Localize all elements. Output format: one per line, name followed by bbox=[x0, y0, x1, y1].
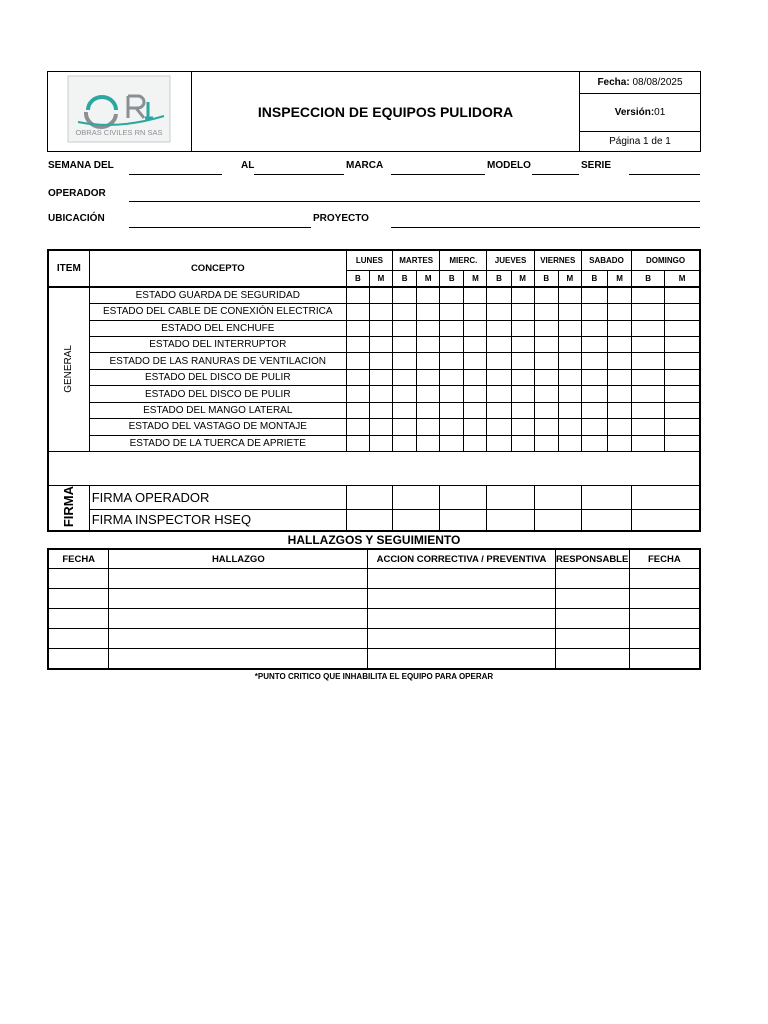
bm-header-jueves-m: M bbox=[511, 270, 534, 287]
check-cell-viernes-b[interactable] bbox=[534, 369, 558, 385]
check-cell-domingo-b[interactable] bbox=[632, 435, 665, 451]
bm-header-viernes-b: B bbox=[534, 270, 558, 287]
hallazgos-row bbox=[48, 569, 700, 589]
check-cell-jueves-b[interactable] bbox=[487, 320, 511, 336]
check-cell-martes-b[interactable] bbox=[393, 353, 417, 369]
firma-inspector-martes[interactable] bbox=[393, 509, 440, 531]
fecha-value: 08/08/2025 bbox=[632, 77, 683, 89]
check-cell-domingo-m[interactable] bbox=[665, 337, 700, 353]
check-cell-martes-b[interactable] bbox=[393, 419, 417, 435]
check-cell-jueves-b[interactable] bbox=[487, 353, 511, 369]
check-cell-lunes-m[interactable] bbox=[369, 304, 392, 320]
check-cell-martes-b[interactable] bbox=[393, 402, 417, 418]
check-cell-miercoles-m[interactable] bbox=[464, 402, 487, 418]
hallazgos-cell-fecha[interactable] bbox=[48, 609, 109, 629]
hallazgos-cell-responsable[interactable] bbox=[555, 569, 629, 589]
check-cell-sabado-m[interactable] bbox=[607, 402, 631, 418]
al-field[interactable] bbox=[254, 174, 344, 175]
check-cell-domingo-b[interactable] bbox=[632, 353, 665, 369]
hallazgos-cell-fecha-2[interactable] bbox=[629, 569, 700, 589]
check-cell-lunes-b[interactable] bbox=[346, 304, 369, 320]
check-cell-lunes-m[interactable] bbox=[369, 402, 392, 418]
check-cell-jueves-b[interactable] bbox=[487, 287, 511, 303]
day-header-domingo: DOMINGO bbox=[632, 250, 700, 270]
table-row bbox=[48, 419, 700, 435]
check-cell-viernes-b[interactable] bbox=[534, 402, 558, 418]
hallazgos-header-fecha-2: FECHA bbox=[629, 549, 700, 569]
check-cell-sabado-m[interactable] bbox=[607, 287, 631, 303]
concept-cell: ESTADO DEL CABLE DE CONEXIÓN ELECTRICA bbox=[89, 304, 346, 320]
pagina-cell: Página 1 de 1 bbox=[580, 131, 701, 151]
check-cell-jueves-m[interactable] bbox=[511, 386, 534, 402]
table-row bbox=[48, 304, 700, 320]
firma-operador-domingo[interactable] bbox=[632, 486, 700, 509]
group-label-cell bbox=[48, 287, 89, 452]
check-cell-lunes-b[interactable] bbox=[346, 419, 369, 435]
check-cell-martes-m[interactable] bbox=[417, 386, 440, 402]
check-cell-martes-m[interactable] bbox=[417, 402, 440, 418]
check-cell-martes-b[interactable] bbox=[393, 320, 417, 336]
firma-inspector-miercoles[interactable] bbox=[440, 509, 487, 531]
hallazgos-table bbox=[47, 548, 701, 670]
inspection-grid bbox=[47, 249, 701, 532]
check-cell-martes-m[interactable] bbox=[417, 320, 440, 336]
check-cell-sabado-b[interactable] bbox=[581, 435, 607, 451]
check-cell-domingo-m[interactable] bbox=[665, 320, 700, 336]
hallazgos-cell-fecha[interactable] bbox=[48, 569, 109, 589]
check-cell-miercoles-b[interactable] bbox=[440, 369, 464, 385]
footnote: *PUNTO CRITICO QUE INHABILITA EL EQUIPO PARA OPERAR bbox=[254, 672, 494, 681]
ubicacion-label: UBICACIÓN bbox=[48, 213, 105, 224]
check-cell-viernes-m[interactable] bbox=[558, 353, 581, 369]
check-cell-sabado-b[interactable] bbox=[581, 337, 607, 353]
concept-cell: ESTADO DEL INTERRUPTOR bbox=[89, 337, 346, 353]
table-row bbox=[48, 369, 700, 385]
check-cell-miercoles-b[interactable] bbox=[440, 320, 464, 336]
check-cell-miercoles-b[interactable] bbox=[440, 304, 464, 320]
check-cell-martes-m[interactable] bbox=[417, 304, 440, 320]
hallazgos-cell-hallazgo[interactable] bbox=[109, 589, 368, 609]
check-cell-viernes-m[interactable] bbox=[558, 337, 581, 353]
check-cell-miercoles-b[interactable] bbox=[440, 287, 464, 303]
check-cell-sabado-b[interactable] bbox=[581, 353, 607, 369]
firma-operador-jueves[interactable] bbox=[487, 486, 534, 509]
check-cell-viernes-b[interactable] bbox=[534, 353, 558, 369]
concept-cell: ESTADO DEL DISCO DE PULIR bbox=[89, 386, 346, 402]
check-cell-domingo-b[interactable] bbox=[632, 369, 665, 385]
check-cell-jueves-m[interactable] bbox=[511, 337, 534, 353]
check-cell-lunes-m[interactable] bbox=[369, 353, 392, 369]
modelo-label: MODELO bbox=[487, 160, 531, 171]
check-cell-miercoles-b[interactable] bbox=[440, 337, 464, 353]
firma-operador-label: FIRMA OPERADOR bbox=[89, 486, 346, 509]
firma-inspector-label: FIRMA INSPECTOR HSEQ bbox=[89, 509, 346, 531]
check-cell-viernes-m[interactable] bbox=[558, 369, 581, 385]
check-cell-martes-b[interactable] bbox=[393, 435, 417, 451]
hallazgos-cell-hallazgo[interactable] bbox=[109, 569, 368, 589]
bm-header-martes-m: M bbox=[417, 270, 440, 287]
hallazgos-row bbox=[48, 649, 700, 670]
check-cell-lunes-m[interactable] bbox=[369, 369, 392, 385]
check-cell-lunes-b[interactable] bbox=[346, 353, 369, 369]
day-header-viernes: VIERNES bbox=[534, 250, 581, 270]
hallazgos-cell-fecha-2[interactable] bbox=[629, 629, 700, 649]
check-cell-viernes-m[interactable] bbox=[558, 435, 581, 451]
firma-label-cell bbox=[48, 486, 89, 532]
table-row bbox=[48, 402, 700, 418]
semana-del-field[interactable] bbox=[129, 174, 222, 175]
check-cell-miercoles-b[interactable] bbox=[440, 353, 464, 369]
check-cell-miercoles-m[interactable] bbox=[464, 369, 487, 385]
firma-inspector-lunes[interactable] bbox=[346, 509, 392, 531]
check-cell-miercoles-m[interactable] bbox=[464, 435, 487, 451]
check-cell-domingo-m[interactable] bbox=[665, 353, 700, 369]
check-cell-viernes-b[interactable] bbox=[534, 320, 558, 336]
operador-label: OPERADOR bbox=[48, 188, 106, 199]
firma-inspector-row bbox=[48, 509, 700, 531]
check-cell-martes-b[interactable] bbox=[393, 287, 417, 303]
check-cell-martes-m[interactable] bbox=[417, 353, 440, 369]
check-cell-jueves-b[interactable] bbox=[487, 337, 511, 353]
check-cell-jueves-b[interactable] bbox=[487, 402, 511, 418]
day-header-jueves: JUEVES bbox=[487, 250, 534, 270]
firma-operador-viernes[interactable] bbox=[534, 486, 581, 509]
check-cell-lunes-m[interactable] bbox=[369, 435, 392, 451]
day-header-lunes: LUNES bbox=[346, 250, 392, 270]
check-cell-viernes-m[interactable] bbox=[558, 320, 581, 336]
check-cell-domingo-m[interactable] bbox=[665, 287, 700, 303]
day-header-sabado: SABADO bbox=[581, 250, 631, 270]
firma-operador-martes[interactable] bbox=[393, 486, 440, 509]
hallazgos-cell-fecha[interactable] bbox=[48, 649, 109, 670]
check-cell-jueves-m[interactable] bbox=[511, 435, 534, 451]
check-cell-jueves-m[interactable] bbox=[511, 402, 534, 418]
check-cell-miercoles-b[interactable] bbox=[440, 386, 464, 402]
check-cell-miercoles-b[interactable] bbox=[440, 435, 464, 451]
check-cell-domingo-m[interactable] bbox=[665, 402, 700, 418]
hallazgos-cell-fecha-2[interactable] bbox=[629, 609, 700, 629]
check-cell-jueves-m[interactable] bbox=[511, 287, 534, 303]
firma-inspector-jueves[interactable] bbox=[487, 509, 534, 531]
check-cell-domingo-b[interactable] bbox=[632, 287, 665, 303]
fecha-cell bbox=[580, 72, 701, 94]
check-cell-sabado-b[interactable] bbox=[581, 402, 607, 418]
check-cell-sabado-b[interactable] bbox=[581, 369, 607, 385]
check-cell-domingo-b[interactable] bbox=[632, 337, 665, 353]
concept-cell: ESTADO DE LAS RANURAS DE VENTILACION bbox=[89, 353, 346, 369]
check-cell-sabado-m[interactable] bbox=[607, 369, 631, 385]
check-cell-viernes-b[interactable] bbox=[534, 337, 558, 353]
day-header-martes: MARTES bbox=[393, 250, 440, 270]
check-cell-viernes-m[interactable] bbox=[558, 419, 581, 435]
check-cell-viernes-m[interactable] bbox=[558, 386, 581, 402]
check-cell-lunes-b[interactable] bbox=[346, 402, 369, 418]
check-cell-viernes-b[interactable] bbox=[534, 304, 558, 320]
check-cell-jueves-b[interactable] bbox=[487, 435, 511, 451]
check-cell-jueves-m[interactable] bbox=[511, 369, 534, 385]
check-cell-domingo-m[interactable] bbox=[665, 369, 700, 385]
check-cell-miercoles-b[interactable] bbox=[440, 419, 464, 435]
check-cell-domingo-b[interactable] bbox=[632, 304, 665, 320]
proyecto-field[interactable] bbox=[391, 227, 700, 228]
check-cell-martes-b[interactable] bbox=[393, 386, 417, 402]
hallazgos-cell-fecha[interactable] bbox=[48, 589, 109, 609]
check-cell-lunes-m[interactable] bbox=[369, 287, 392, 303]
serie-field[interactable] bbox=[629, 174, 700, 175]
hallazgos-header-row bbox=[48, 549, 700, 569]
check-cell-sabado-b[interactable] bbox=[581, 287, 607, 303]
check-cell-martes-m[interactable] bbox=[417, 287, 440, 303]
check-cell-domingo-b[interactable] bbox=[632, 320, 665, 336]
check-cell-sabado-m[interactable] bbox=[607, 353, 631, 369]
hallazgos-cell-hallazgo[interactable] bbox=[109, 609, 368, 629]
concept-cell: ESTADO DEL VASTAGO DE MONTAJE bbox=[89, 419, 346, 435]
hallazgos-cell-fecha-2[interactable] bbox=[629, 649, 700, 670]
check-cell-jueves-b[interactable] bbox=[487, 386, 511, 402]
hallazgos-cell-accion[interactable] bbox=[368, 589, 555, 609]
hallazgos-cell-accion[interactable] bbox=[368, 569, 555, 589]
hallazgos-cell-fecha[interactable] bbox=[48, 629, 109, 649]
check-cell-jueves-b[interactable] bbox=[487, 369, 511, 385]
firma-inspector-sabado[interactable] bbox=[581, 509, 631, 531]
check-cell-sabado-b[interactable] bbox=[581, 386, 607, 402]
check-cell-lunes-m[interactable] bbox=[369, 386, 392, 402]
check-cell-viernes-b[interactable] bbox=[534, 419, 558, 435]
check-cell-domingo-m[interactable] bbox=[665, 304, 700, 320]
check-cell-viernes-b[interactable] bbox=[534, 386, 558, 402]
hallazgos-row bbox=[48, 609, 700, 629]
check-cell-miercoles-m[interactable] bbox=[464, 304, 487, 320]
concepto-header: CONCEPTO bbox=[89, 250, 346, 287]
table-row bbox=[48, 353, 700, 369]
check-cell-martes-b[interactable] bbox=[393, 337, 417, 353]
hallazgos-cell-hallazgo[interactable] bbox=[109, 649, 368, 670]
hallazgos-header-hallazgo: HALLAZGO bbox=[109, 549, 368, 569]
check-cell-lunes-b[interactable] bbox=[346, 287, 369, 303]
bm-header-martes-b: B bbox=[393, 270, 417, 287]
check-cell-martes-m[interactable] bbox=[417, 337, 440, 353]
bm-header-sabado-b: B bbox=[581, 270, 607, 287]
check-cell-jueves-m[interactable] bbox=[511, 353, 534, 369]
form-title: INSPECCION DE EQUIPOS PULIDORA bbox=[192, 72, 580, 152]
firma-operador-miercoles[interactable] bbox=[440, 486, 487, 509]
check-cell-domingo-b[interactable] bbox=[632, 402, 665, 418]
bm-header-lunes-b: B bbox=[346, 270, 369, 287]
table-row bbox=[48, 435, 700, 451]
hallazgos-row bbox=[48, 629, 700, 649]
hallazgos-header-fecha: FECHA bbox=[48, 549, 109, 569]
hallazgos-cell-accion[interactable] bbox=[368, 609, 555, 629]
group-label: GENERAL bbox=[63, 344, 75, 393]
check-cell-viernes-b[interactable] bbox=[534, 287, 558, 303]
firma-label: FIRMA bbox=[61, 486, 77, 528]
hallazgos-row bbox=[48, 589, 700, 609]
check-cell-domingo-b[interactable] bbox=[632, 419, 665, 435]
check-cell-lunes-b[interactable] bbox=[346, 369, 369, 385]
check-cell-lunes-b[interactable] bbox=[346, 386, 369, 402]
check-cell-sabado-m[interactable] bbox=[607, 435, 631, 451]
firma-inspector-viernes[interactable] bbox=[534, 509, 581, 531]
check-cell-miercoles-m[interactable] bbox=[464, 386, 487, 402]
table-row bbox=[48, 287, 700, 303]
check-cell-miercoles-m[interactable] bbox=[464, 287, 487, 303]
hallazgos-cell-responsable[interactable] bbox=[555, 589, 629, 609]
ubicacion-field[interactable] bbox=[129, 227, 311, 228]
check-cell-martes-b[interactable] bbox=[393, 369, 417, 385]
marca-field[interactable] bbox=[391, 174, 485, 175]
check-cell-domingo-m[interactable] bbox=[665, 419, 700, 435]
bm-header-sabado-m: M bbox=[607, 270, 631, 287]
day-header-miercoles: MIERC. bbox=[440, 250, 487, 270]
check-cell-sabado-m[interactable] bbox=[607, 386, 631, 402]
check-cell-sabado-m[interactable] bbox=[607, 419, 631, 435]
hallazgos-header-accion: ACCION CORRECTIVA / PREVENTIVA bbox=[368, 549, 555, 569]
version-cell bbox=[580, 94, 701, 132]
version-label: Versión: bbox=[614, 107, 655, 119]
company-logo bbox=[48, 72, 191, 146]
table-row bbox=[48, 337, 700, 353]
concept-cell: ESTADO DEL DISCO DE PULIR bbox=[89, 369, 346, 385]
bm-header-jueves-b: B bbox=[487, 270, 511, 287]
concept-cell: ESTADO GUARDA DE SEGURIDAD bbox=[89, 287, 346, 303]
check-cell-martes-m[interactable] bbox=[417, 369, 440, 385]
check-cell-sabado-b[interactable] bbox=[581, 419, 607, 435]
check-cell-domingo-m[interactable] bbox=[665, 386, 700, 402]
check-cell-martes-b[interactable] bbox=[393, 304, 417, 320]
spacer-row bbox=[48, 452, 700, 486]
al-label: AL bbox=[241, 160, 255, 171]
check-cell-lunes-b[interactable] bbox=[346, 435, 369, 451]
version-value: 01 bbox=[654, 107, 666, 119]
check-cell-jueves-b[interactable] bbox=[487, 304, 511, 320]
proyecto-label: PROYECTO bbox=[313, 213, 369, 224]
check-cell-lunes-b[interactable] bbox=[346, 320, 369, 336]
check-cell-jueves-m[interactable] bbox=[511, 304, 534, 320]
check-cell-sabado-b[interactable] bbox=[581, 320, 607, 336]
fecha-label: Fecha: bbox=[597, 77, 630, 89]
marca-label: MARCA bbox=[346, 160, 384, 171]
bm-header-lunes-m: M bbox=[369, 270, 392, 287]
check-cell-sabado-m[interactable] bbox=[607, 304, 631, 320]
check-cell-domingo-b[interactable] bbox=[632, 386, 665, 402]
check-cell-sabado-m[interactable] bbox=[607, 320, 631, 336]
table-row bbox=[48, 386, 700, 402]
check-cell-lunes-m[interactable] bbox=[369, 419, 392, 435]
hallazgos-header-responsable: RESPONSABLE bbox=[555, 549, 629, 569]
check-cell-martes-m[interactable] bbox=[417, 419, 440, 435]
firma-operador-sabado[interactable] bbox=[581, 486, 631, 509]
check-cell-viernes-b[interactable] bbox=[534, 435, 558, 451]
bm-header-miercoles-m: M bbox=[464, 270, 487, 287]
serie-label: SERIE bbox=[581, 160, 612, 171]
check-cell-miercoles-m[interactable] bbox=[464, 353, 487, 369]
operador-field[interactable] bbox=[129, 201, 700, 202]
document-header bbox=[47, 71, 701, 152]
concept-cell: ESTADO DE LA TUERCA DE APRIETE bbox=[89, 435, 346, 451]
check-cell-viernes-m[interactable] bbox=[558, 402, 581, 418]
check-cell-domingo-m[interactable] bbox=[665, 435, 700, 451]
check-cell-viernes-m[interactable] bbox=[558, 287, 581, 303]
check-cell-lunes-m[interactable] bbox=[369, 337, 392, 353]
concept-cell: ESTADO DEL ENCHUFE bbox=[89, 320, 346, 336]
check-cell-viernes-m[interactable] bbox=[558, 304, 581, 320]
semana-del-label: SEMANA DEL bbox=[48, 160, 114, 171]
modelo-field[interactable] bbox=[532, 174, 579, 175]
firma-operador-lunes[interactable] bbox=[346, 486, 392, 509]
check-cell-miercoles-m[interactable] bbox=[464, 337, 487, 353]
firma-operador-row bbox=[48, 486, 700, 509]
hallazgos-cell-hallazgo[interactable] bbox=[109, 629, 368, 649]
table-row bbox=[48, 320, 700, 336]
bm-header-domingo-b: B bbox=[632, 270, 665, 287]
check-cell-miercoles-m[interactable] bbox=[464, 419, 487, 435]
check-cell-jueves-m[interactable] bbox=[511, 320, 534, 336]
hallazgos-cell-fecha-2[interactable] bbox=[629, 589, 700, 609]
check-cell-sabado-b[interactable] bbox=[581, 304, 607, 320]
logo-cell bbox=[48, 72, 192, 152]
item-header: ITEM bbox=[48, 250, 89, 287]
bm-header-domingo-m: M bbox=[665, 270, 700, 287]
check-cell-miercoles-b[interactable] bbox=[440, 402, 464, 418]
check-cell-lunes-m[interactable] bbox=[369, 320, 392, 336]
check-cell-martes-m[interactable] bbox=[417, 435, 440, 451]
hallazgos-cell-responsable[interactable] bbox=[555, 629, 629, 649]
hallazgos-title: HALLAZGOS Y SEGUIMIENTO bbox=[287, 533, 461, 547]
check-cell-jueves-b[interactable] bbox=[487, 419, 511, 435]
logo-text: OBRAS CIVILES RN SAS bbox=[75, 128, 163, 137]
firma-inspector-domingo[interactable] bbox=[632, 509, 700, 531]
check-cell-jueves-m[interactable] bbox=[511, 419, 534, 435]
concept-cell: ESTADO DEL MANGO LATERAL bbox=[89, 402, 346, 418]
check-cell-miercoles-m[interactable] bbox=[464, 320, 487, 336]
hallazgos-cell-accion[interactable] bbox=[368, 649, 555, 670]
hallazgos-cell-responsable[interactable] bbox=[555, 609, 629, 629]
hallazgos-cell-responsable[interactable] bbox=[555, 649, 629, 670]
hallazgos-cell-accion[interactable] bbox=[368, 629, 555, 649]
check-cell-sabado-m[interactable] bbox=[607, 337, 631, 353]
bm-header-viernes-m: M bbox=[558, 270, 581, 287]
bm-header-miercoles-b: B bbox=[440, 270, 464, 287]
check-cell-lunes-b[interactable] bbox=[346, 337, 369, 353]
